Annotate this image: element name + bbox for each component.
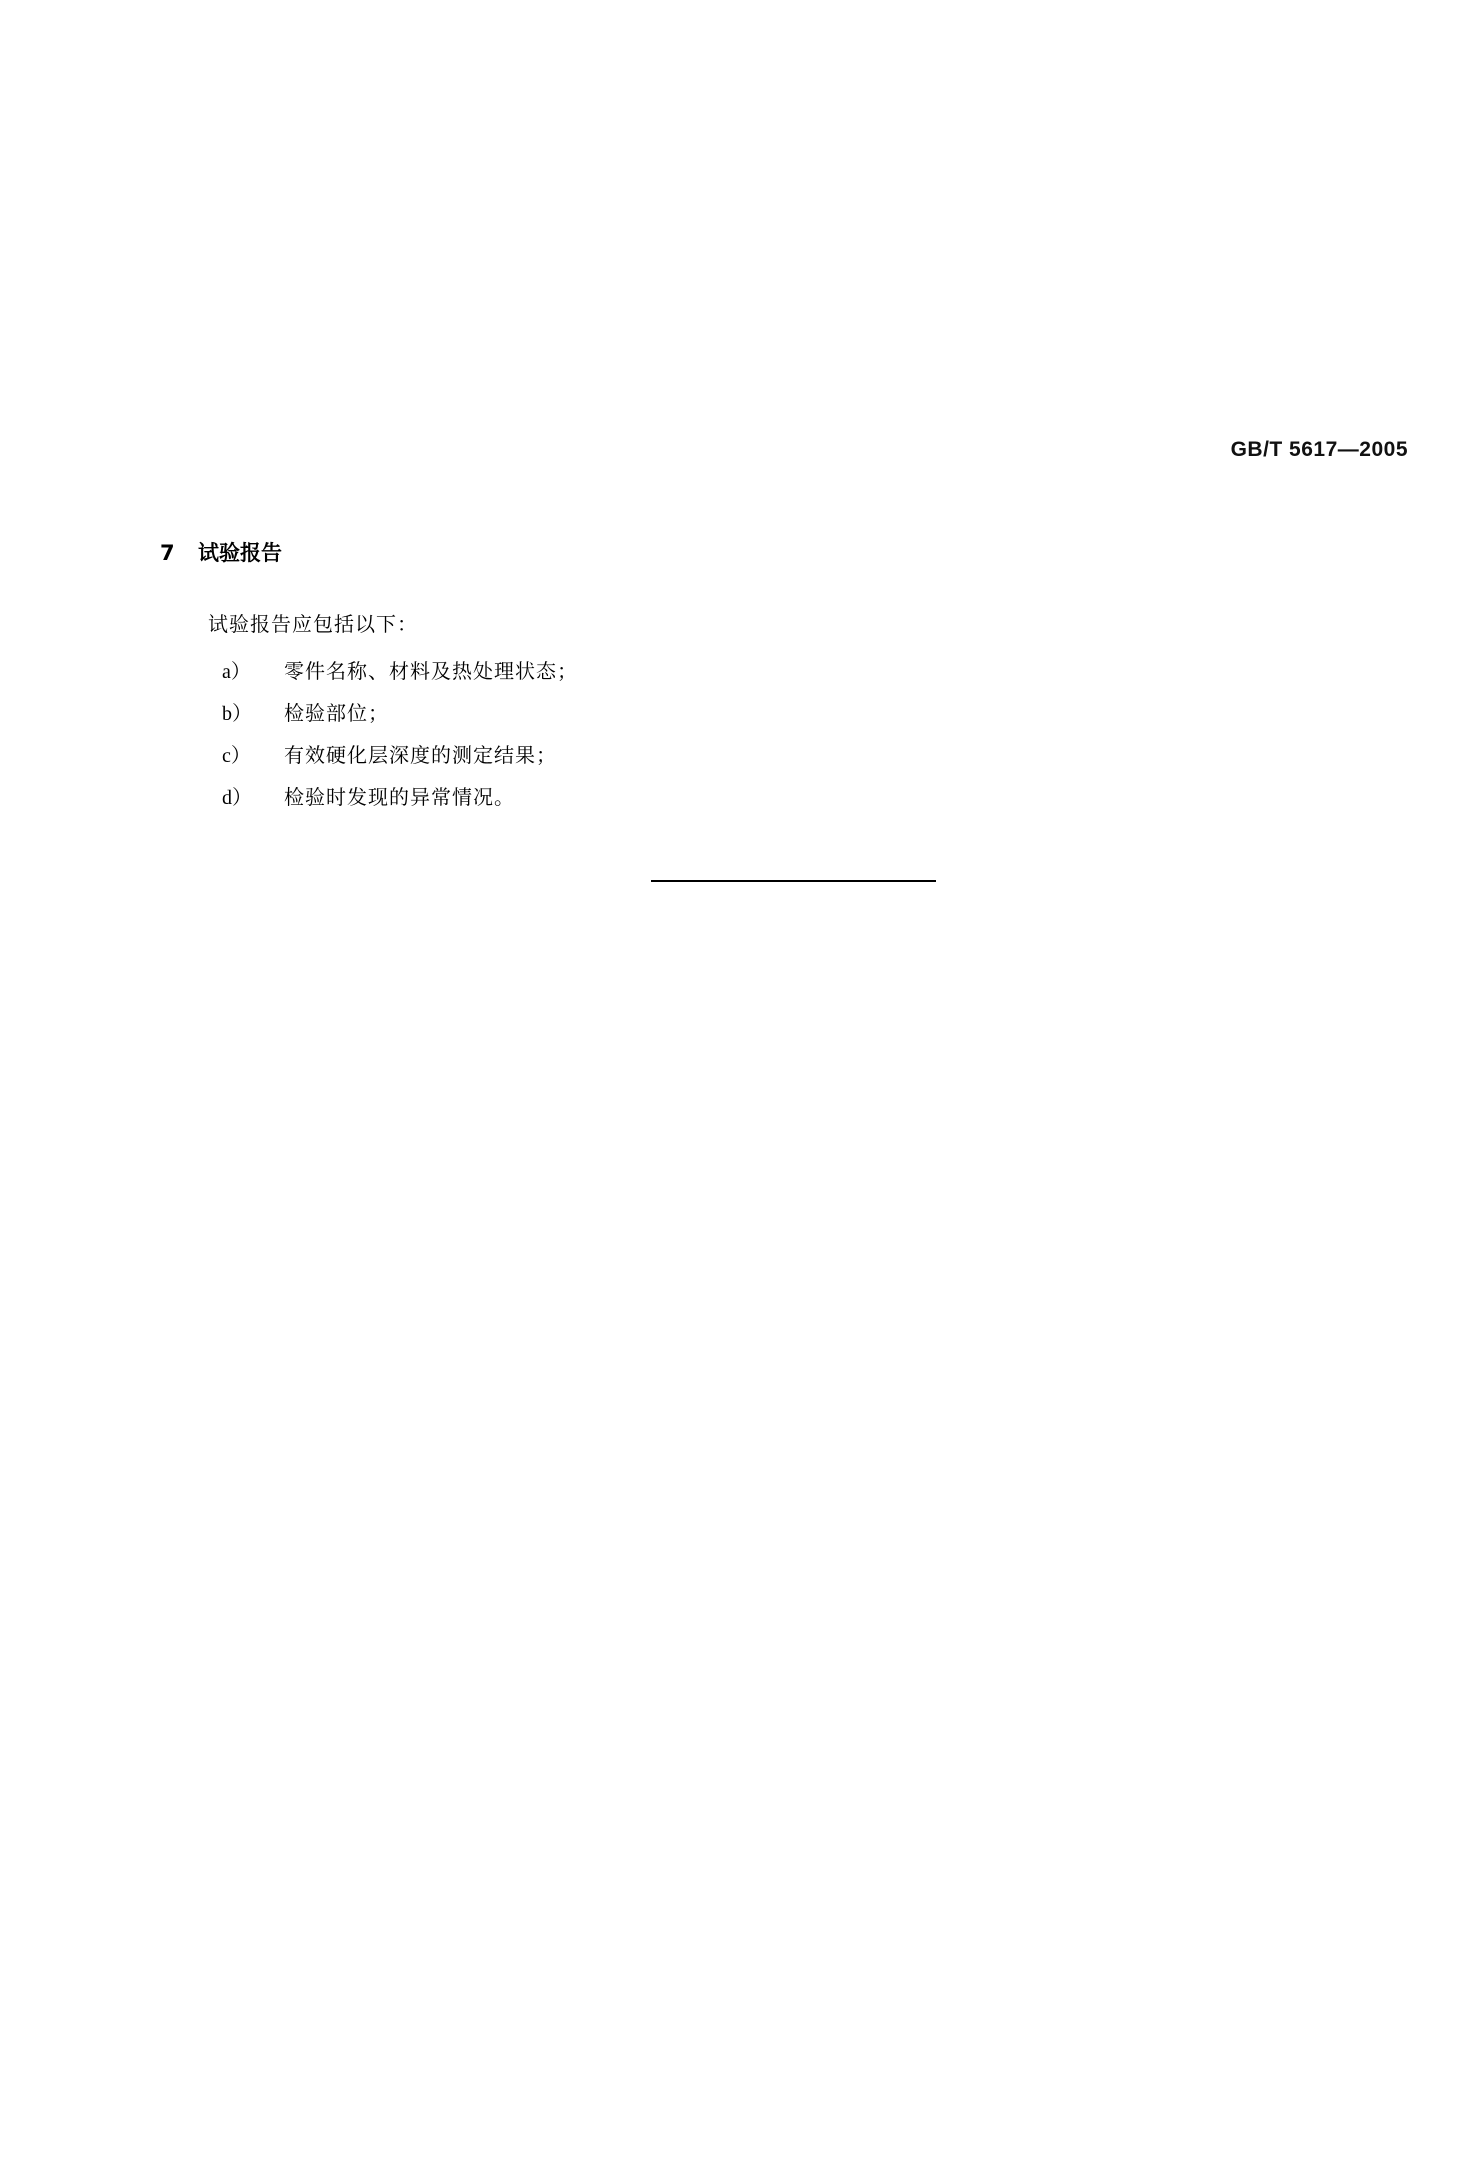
list-item-label: 零件名称、材料及热处理状态； (284, 659, 578, 683)
list-item (222, 655, 578, 697)
section-number: 7 (160, 541, 175, 565)
list-item (222, 781, 578, 823)
report-items-list (222, 655, 578, 823)
list-item-marker: c） (222, 745, 251, 767)
list-item-marker: b） (222, 703, 252, 725)
standard-number-header: GB/T 5617—2005 (1230, 438, 1408, 461)
list-item-label: 检验时发现的异常情况。 (284, 785, 515, 809)
list-item-label: 有效硬化层深度的测定结果； (284, 743, 557, 767)
intro-paragraph: 试验报告应包括以下： (208, 612, 418, 636)
list-item-label: 检验部位； (284, 701, 389, 725)
list-item (222, 697, 578, 739)
section-heading (160, 537, 282, 567)
list-item-marker: d） (222, 787, 252, 809)
document-end-rule (651, 880, 936, 882)
section-title: 试验报告 (198, 541, 282, 565)
list-item-marker: a） (222, 661, 251, 683)
list-item (222, 739, 578, 781)
